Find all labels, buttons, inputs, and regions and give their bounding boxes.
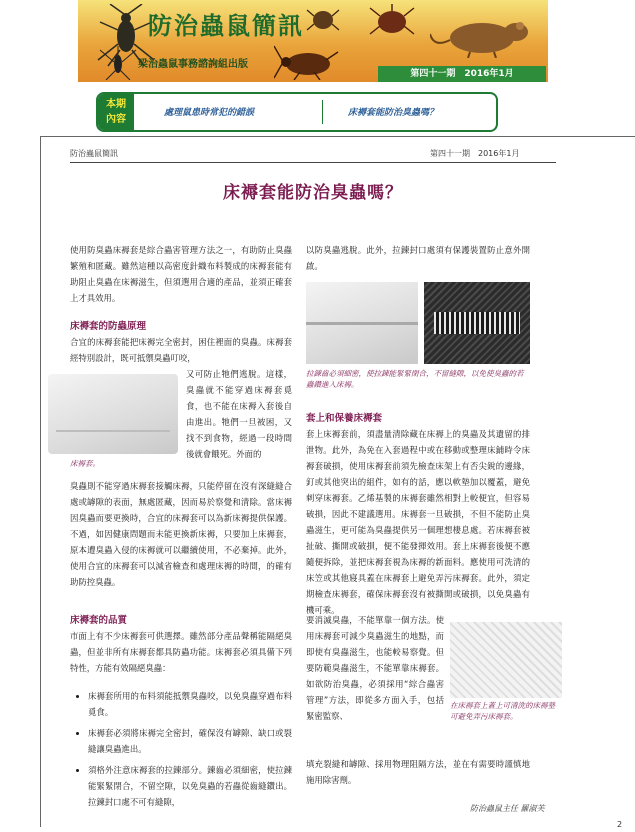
mosquito-icon <box>98 46 138 80</box>
article-title: 床褥套能防治臭蟲嗎？ <box>223 183 403 203</box>
zipper-teeth-photo <box>424 282 530 364</box>
cockroach-icon <box>274 42 340 80</box>
section-heading: 床褥套的品質 <box>70 615 128 626</box>
contents-item[interactable]: 處理鼠患時常犯的錯誤 <box>164 108 255 118</box>
bedbug-icon <box>368 2 416 38</box>
running-header-left: 防治蟲鼠簡訊 <box>70 149 118 158</box>
mattress-pad-photo <box>450 622 562 698</box>
page-number: 2 <box>617 820 623 829</box>
list-item: • 須格外注意床褥套的拉鍊部分。鍊齒必須細密，使拉鍊能緊緊閉合，不留空隙，以免臭蟲的若蟲從齒縫鑽出。拉鍊封口處不可有縫隙， <box>88 762 292 810</box>
right-column-continuation: 以防臭蟲逃脫。此外，拉鍊封口處須有保護裝置防止意外開啟。 <box>306 245 530 271</box>
mattress-cover-photo <box>48 374 178 454</box>
requirements-list <box>70 688 292 815</box>
photo-caption: 在床褥套上蓋上可清洗的床褥墊可避免弄污床褥套。 <box>450 701 555 721</box>
author-signature: 防治蟲鼠主任 羅淑芙 <box>470 804 545 813</box>
section3-body: 套上床褥套前，須盡量清除藏在床褥上的臭蟲及其遺留的排泄物。此外，為免在入套過程中或在移動或整理床鋪時令床褥套破損，使用床褥套前須先檢查床架上有否尖銳的邊緣，釘或其他突出的組件，如有的話，應以軟墊加以覆蓋，避免刺穿床褥套。乙烯基製的床褥套雖然相對上較便宜，但容易破損，因此不建議選用。床褥套一旦破損，不但不能防止臭蟲滋生，更可能為臭蟲提供另一個理想棲息處。若床褥套被扯破、撕開或破損，便不能發揮效用。套上床褥套後便不應隨便拆除，並把床褥套視為床褥的新面料。應使用可洗清的床笠或其他寢具蓋在床褥套上避免弄污床褥套。此外，須定期檢查床褥套，確保床褥套沒有被撕開或破損，以免臭蟲有機可乘。 <box>306 429 530 615</box>
beetle-icon <box>306 6 340 32</box>
section-heading: 床褥套的防蟲原理 <box>70 321 147 332</box>
rat-icon <box>430 8 542 58</box>
publisher-name: 梁治蟲鼠事務諮詢組出版 <box>138 59 248 70</box>
section3-end: 填充裂縫和罅隙、採用物理阻隔方法，並在有需要時謹慎地施用除害劑。 <box>306 759 530 785</box>
contents-item[interactable]: 床褥套能防治臭蟲嗎？ <box>348 108 439 118</box>
section1-body: 臭蟲則不能穿過床褥套接觸床褥，只能停留在沒有深縫縫合處或罅隙的表面，無處匿藏，因而易於察覺和清除。當床褥因臭蟲而要更換時，合宜的床褥套可以為新床褥提供保護。不過，如因健康問題而未能更換新床褥，只要加上床褥套，原本遭臭蟲入侵的床褥就可以繼續使用，不必棄掉。此外，使用合宜的床褥套可以減省檢查和處理床褥的時間，的確有助防控臭蟲。 <box>70 481 292 587</box>
section3-wrap: 要消滅臭蟲，不能單靠一個方法。使用床褥套可減少臭蟲滋生的地點，而即使有臭蟲滋生，也能較易察覺。但要防範臭蟲滋生，不能單靠床褥套。如欲防治臭蟲，必須採用“綜合蟲害管理”方法，即從多方面入手，包括緊密監察、 <box>306 615 444 721</box>
section1-lead: 合宜的床褥套能把床褥完全密封，困住裡面的臭蟲。床褥套經特別設計，既可抵禦臭蟲叮咬， <box>70 337 292 363</box>
section2-body: 市面上有不少床褥套可供選擇。雖然部分產品聲稱能隔絕臭蟲，但並非所有床褥套都具防蟲功能。床褥套必須具備下列特性，方能有效隔絕臭蟲： <box>70 631 292 673</box>
section-heading: 套上和保養床褥套 <box>306 413 383 424</box>
photo-caption: 床褥套。 <box>70 459 100 468</box>
newsletter-banner <box>78 0 548 82</box>
zipper-closeup-photo <box>306 282 418 364</box>
contents-label-line2: 內容 <box>106 114 126 125</box>
list-item: • 床褥套必須將床褥完全密封，確保沒有罅隙、缺口或裂縫讓臭蟲進出。 <box>88 725 292 757</box>
list-item: • 床褥套所用的布料須能抵禦臭蟲咬，以免臭蟲穿過布料覓食。 <box>88 688 292 720</box>
intro-paragraph: 使用防臭蟲床褥套是綜合蟲害管理方法之一，有助防止臭蟲繁殖和匿藏。雖然這種以高密度針織布料製成的床褥套能有助阻止臭蟲在床褥滋生，但須選用合適的產品，並須正確套上才具效用。 <box>70 245 292 303</box>
photo-caption: 拉鍊齒必須細密，使拉鍊能緊緊閉合，不留縫隙，以免使臭蟲的若蟲鑽進入床褥。 <box>306 369 524 389</box>
contents-box <box>96 92 498 132</box>
issue-number: 第四十一期 2016年1月 <box>378 66 546 82</box>
contents-divider <box>322 100 323 124</box>
header-rule <box>70 162 556 163</box>
contents-label <box>98 94 134 130</box>
newsletter-title: 防治蟲鼠簡訊 <box>148 12 304 40</box>
contents-label-line1: 本期 <box>106 99 126 110</box>
running-header-right: 第四十一期 2016年1月 <box>430 149 520 158</box>
section1-wrap: 又可防止牠們逃脫。這樣，臭蟲就不能穿過床褥套覓食，也不能在床褥入套後自由進出。牠們一旦被困，又找不到食物，經過一段時間後就會餓死。外面的 <box>186 369 292 459</box>
